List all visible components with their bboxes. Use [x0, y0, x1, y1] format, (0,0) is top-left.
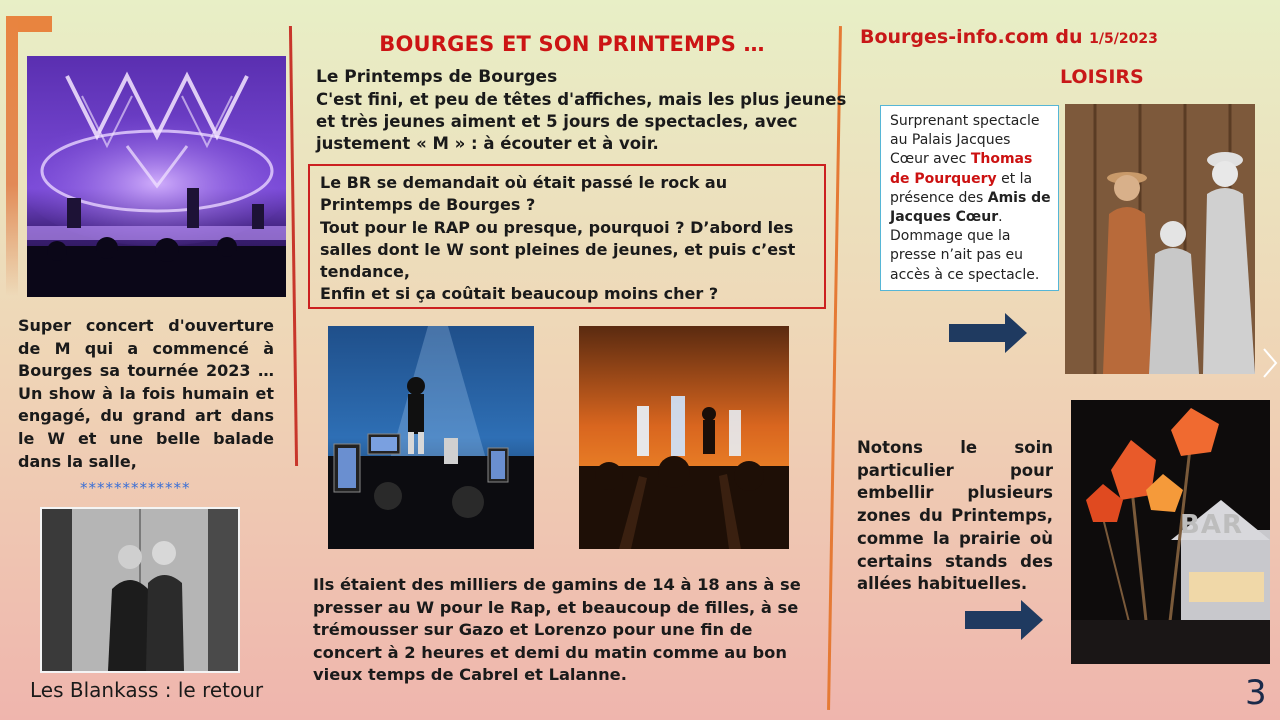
rock-box-line: salles dont le W sont pleines de jeunes, et puis c’est [320, 239, 796, 259]
loisirs-text: Surprenant spectacle au Palais Jacques Cœur avec [890, 113, 1040, 168]
rock-box-line: Enfin et si ça coûtait beaucoup moins cher ? [320, 284, 719, 304]
rock-box-line: Printemps de Bourges ? [320, 195, 536, 215]
site-name: Bourges-info.com du [860, 26, 1090, 48]
loisirs-text-box [880, 105, 1059, 291]
prairie-text: Notons le soin particulier pour embellir plusieurs zones du Printemps, comme la prairie où certains stands des [857, 438, 1053, 571]
column-divider-red [289, 26, 298, 466]
headline: BOURGES ET SON PRINTEMPS … [379, 32, 765, 56]
concert-caption: Super concert d'ouverture de M qui a commencé à Bourges sa tournée 2023 … Un show à la fois humain et engagé, du grand art dans le W et une belle balade dans la salle, [18, 316, 274, 471]
blankass-photo [40, 507, 240, 673]
costume-show-photo [1065, 104, 1255, 374]
bar-sign: BAR [1180, 510, 1243, 540]
page-number: 3 [1245, 673, 1267, 713]
prairie-paragraph [857, 437, 1053, 596]
rap-paragraph: Ils étaient des milliers de gamins de 14 à 18 ans à se presser au W pour le Rap, et beaucoup de filles, à se trémousser sur Gazo et Lorenzo pour une fin de concert à 2 heures et demi du matin comme au bon vieux temps de Cabrel et Lalanne. [313, 575, 801, 684]
issue-date: 1/5/2023 [1089, 31, 1158, 47]
rock-box-line: Le BR se demandait où était passé le rock au [320, 173, 728, 192]
rock-box-line: tendance, [320, 262, 410, 282]
arrow-right-icon [949, 313, 1027, 353]
article-heading: Le Printemps de Bourges [316, 67, 558, 87]
rock-question-box [308, 164, 826, 309]
prairie-text-last: allées habituelles. [857, 574, 1028, 594]
association-name: Amis de Jacques Cœur [890, 189, 1051, 226]
loisirs-text: et la présence des [890, 170, 1033, 206]
article-intro: C'est fini, et peu de têtes d'affiches, mais les plus jeunes et très jeunes aiment et 5 jours de spectacles, avec justement « M » : à écouter et à voir. [316, 90, 847, 153]
section-label: LOISIRS [1060, 66, 1144, 88]
chevron-right-icon[interactable] [1260, 345, 1280, 381]
corner-decoration-left [6, 16, 18, 296]
rock-box-line: Tout pour le RAP ou presque, pourquoi ? D’abord les [320, 217, 794, 237]
loisirs-text: . Dommage que la presse n’ait pas eu accès à ce spectacle. [890, 209, 1040, 283]
rap-concert-photo-1 [328, 326, 534, 549]
site-title [860, 26, 1250, 48]
separator-stars: ************* [80, 479, 191, 497]
artist-name: Thomas de Pourquery [890, 151, 1033, 187]
blankass-caption: Les Blankass : le retour [30, 678, 264, 702]
concert-m-photo [27, 56, 286, 297]
rap-concert-photo-2 [579, 326, 789, 549]
arrow-right-icon [965, 600, 1043, 640]
